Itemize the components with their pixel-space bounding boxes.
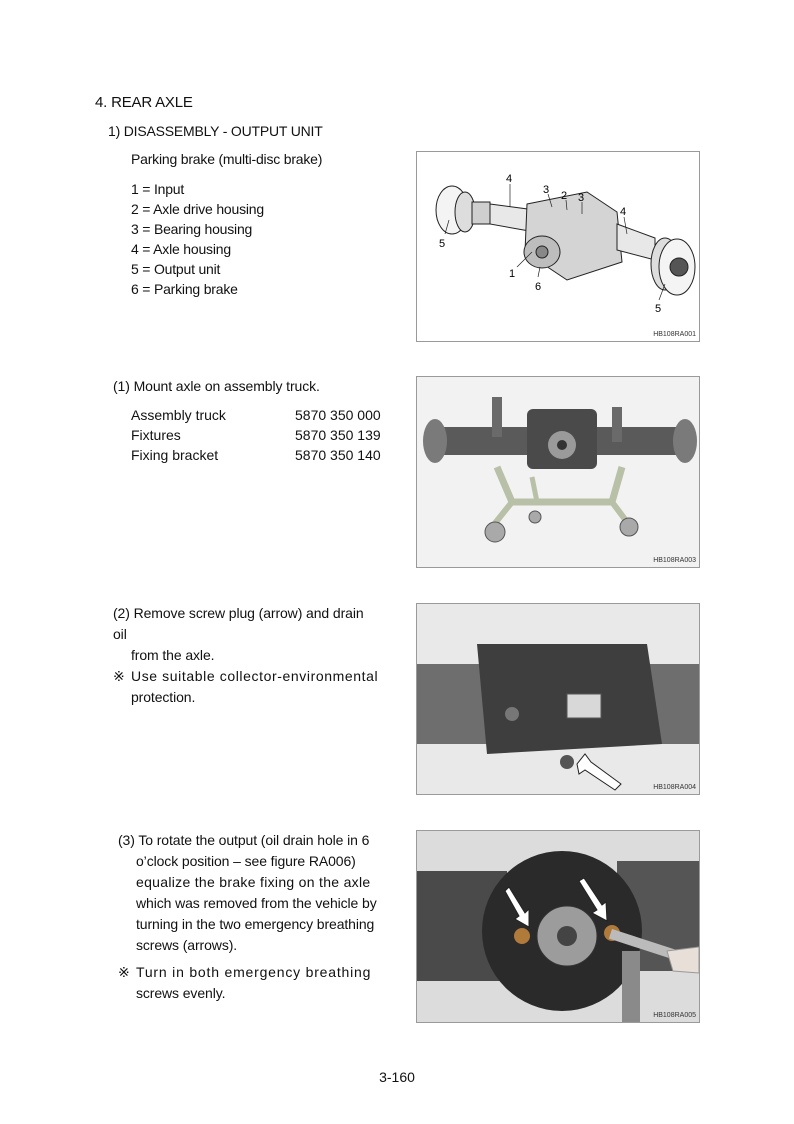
- step-3-line: equalize the brake fixing on the axle: [136, 874, 371, 890]
- part-number: 5870 350 140: [295, 447, 381, 463]
- step-3-line: turning in the two emergency breathing: [136, 916, 375, 932]
- step-3-line: o’clock position – see figure RA006): [136, 853, 356, 869]
- callout-3-right: 3: [578, 192, 585, 204]
- section-title: 4. REAR AXLE: [95, 94, 193, 111]
- step-3-line: which was removed from the vehicle by: [136, 895, 377, 911]
- legend-item: 1 = Input: [131, 181, 185, 197]
- step-3-note-line: screws evenly.: [136, 985, 226, 1001]
- part-name: Assembly truck: [131, 407, 226, 423]
- step-3-note: [118, 962, 378, 983]
- intro-subheading: Parking brake (multi-disc brake): [131, 151, 323, 167]
- figure-code: HB108RA005: [653, 1012, 696, 1019]
- parts-row: [131, 425, 391, 445]
- legend-item: 4 = Axle housing: [131, 241, 231, 257]
- note-text: Turn in both emergency breathing: [136, 964, 372, 980]
- callout-4-left: 4: [506, 173, 513, 185]
- figure-axle-overview: [416, 151, 700, 342]
- note-text: Use suitable collector-environmental: [131, 668, 379, 684]
- step-2-note: [113, 666, 381, 687]
- legend-item: 5 = Output unit: [131, 261, 221, 277]
- callout-3-left: 3: [543, 184, 550, 196]
- callout-5-left: 5: [439, 238, 446, 250]
- callout-4-right: 4: [620, 206, 627, 218]
- figure-drain-plug: [416, 603, 700, 795]
- part-number: 5870 350 000: [295, 407, 381, 423]
- step-2-line: from the axle.: [131, 647, 215, 663]
- figure-code: HB108RA003: [653, 557, 696, 564]
- legend-item: 3 = Bearing housing: [131, 221, 253, 237]
- parts-list: [131, 405, 391, 465]
- step-3-line: screws (arrows).: [136, 937, 238, 953]
- part-name: Fixtures: [131, 427, 181, 443]
- subsection-title: 1) DISASSEMBLY - OUTPUT UNIT: [108, 123, 323, 139]
- callout-1: 1: [509, 268, 516, 280]
- page-number: 3-160: [379, 1069, 415, 1085]
- callout-5-right: 5: [655, 303, 662, 315]
- figure-code: HB108RA001: [653, 331, 696, 338]
- parts-row: [131, 445, 391, 465]
- part-number: 5870 350 139: [295, 427, 381, 443]
- step-1-text: (1) Mount axle on assembly truck.: [113, 378, 320, 394]
- step-2-line: (2) Remove screw plug (arrow) and drain oil: [113, 605, 364, 642]
- note-mark: ※: [113, 668, 126, 684]
- step-3-line: (3) To rotate the output (oil drain hole in 6: [118, 832, 370, 848]
- figure-breathing-screws: [416, 830, 700, 1023]
- component-legend: [131, 179, 264, 299]
- legend-item: 2 = Axle drive housing: [131, 201, 264, 217]
- step-2-note-line: protection.: [131, 689, 196, 705]
- figure-code: HB108RA004: [653, 784, 696, 791]
- parts-row: [131, 405, 391, 425]
- legend-item: 6 = Parking brake: [131, 281, 238, 297]
- part-name: Fixing bracket: [131, 447, 219, 463]
- step-2-text: [113, 603, 381, 708]
- callout-2: 2: [561, 190, 568, 202]
- step-3-text: [118, 830, 378, 1004]
- note-mark: ※: [118, 964, 131, 980]
- callout-6: 6: [535, 281, 542, 293]
- figure-assembly-truck: [416, 376, 700, 568]
